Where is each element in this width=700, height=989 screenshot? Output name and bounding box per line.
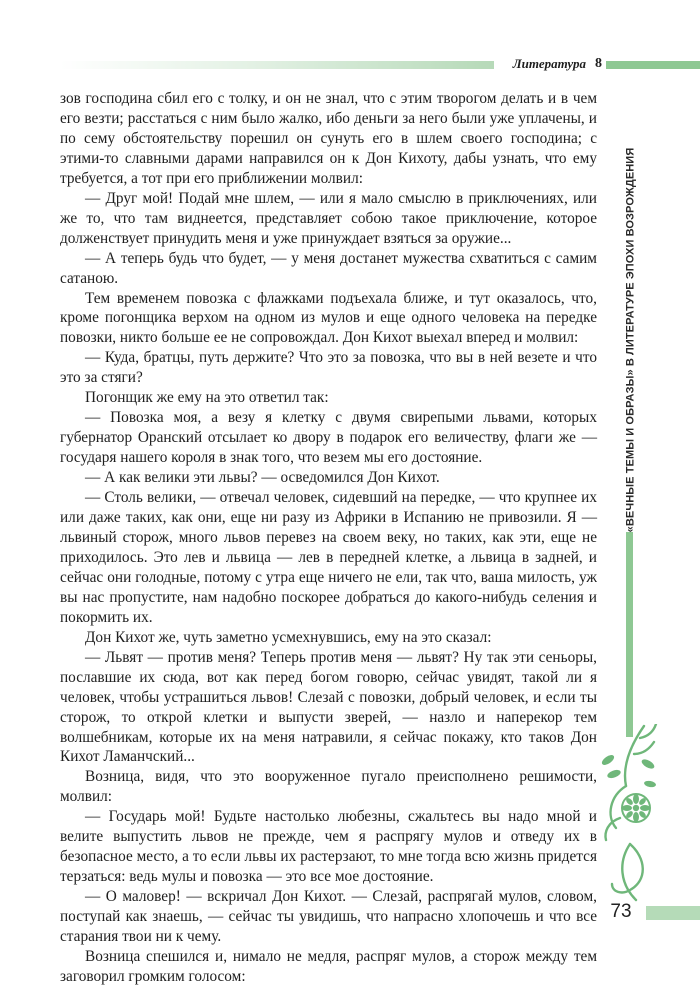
header-subject: Литература: [512, 56, 586, 71]
floral-ornament-icon: [600, 724, 658, 910]
side-title-text: «ВЕЧНЫЕ ТЕМЫ И ОБРАЗЫ» В ЛИТЕРАТУРЕ ЭПОХИ ВОЗРОЖДЕНИЯ: [624, 147, 636, 533]
side-section-title: [622, 147, 638, 533]
paragraph: — Друг мой! Подай мне шлем, — или я мало смыслю в приключениях, или же то, что там виднеется, представляет собою такое приключение, которое долженствует принудить меня и уже принуждает взяться за оружие...: [60, 189, 597, 247]
paragraph: зов господина сбил его с толку, и он не знал, что с этим творогом делать и в чем его везти; расстаться с ним было жалко, ибо деньги за него были уже уплачены, и по сему обстоятельству порешил он сунуть его в шлем своего господина; с этими-то славными дарами направился он к Дон Кихоту, дабы узнать, что ему требуется, а тот при его приближении молвил:: [60, 90, 597, 187]
paragraph: — Львят — против меня? Теперь против меня — львят? Ну так эти сеньоры, пославшие их сюда, вот как перед богом говорю, сейчас увидят, такой ли я человек, чтобы устрашиться львов! Слезай с повозки, добрый человек, и если ты сторож, то открой клетки и выпусти зверей, — назло и наперекор тем волшебникам, которые их на меня натравили, я сейчас покажу, кто таков Дон Кихот Ламанчский...: [60, 648, 597, 766]
footer-accent-bar: [646, 906, 700, 920]
paragraph: — Государь мой! Будьте настолько любезны, сжальтесь вы надо мной и велите выпустить львов не прежде, чем я распрягу мулов и отведу их в безопасное место, а то если львы их растерзают, то мне тогда всю жизнь придется терзаться: ведь мулы и повозка — это все мое достояние.: [60, 808, 597, 886]
paragraph: Дон Кихот же, чуть заметно усмехнувшись, ему на это сказал:: [85, 628, 492, 646]
paragraph: — Повозка моя, а везу я клетку с двумя свирепыми львами, которых губернатор Оранский отсылает ко двору в подарок его величеству, флаги же — государя нашего короля в знак того, что везем мы его достояние.: [60, 409, 597, 467]
paragraph: Возница, видя, что это вооруженное пугало преисполнено решимости, молвил:: [60, 768, 597, 806]
paragraph: — О маловер! — вскричал Дон Кихот. — Слезай, распрягай мулов, словом, поступай как знаешь, — сейчас ты увидишь, что напрасно хлопочешь и что все старания твои ни к чему.: [60, 888, 597, 946]
header-rule-accent: [606, 61, 700, 69]
side-accent-bar: [626, 532, 633, 737]
running-header: [494, 55, 606, 73]
paragraph: — Столь велики, — отвечал человек, сидевший на передке, — что крупнее их или даже таких, как они, еще ни разу из Африки в Испанию не привозили. Я — львиный сторож, много львов перевез на своем веку, но таких, как эти, еще не приходилось. Это лев и львица — лев в передней клетке, а львица в задней, и сейчас они голодные, потому с утра еще ничего не ели, так что, ваша милость, уж вы нас пропустите, нам надобно поскорее добраться до какого-нибудь селения и покормить их.: [60, 489, 597, 626]
body-text: [60, 89, 597, 987]
paragraph: Тем временем повозка с флажками подъехала ближе, и тут оказалось, что, кроме погонщика верхом на одном из мулов и еще одного человека на передке повозки, никто больше ее не сопровождал. Дон Кихот выехал вперед и молвил:: [60, 289, 597, 347]
paragraph: — Куда, братцы, путь держите? Что это за повозка, что вы в ней везете и что это за стяги?: [60, 349, 597, 387]
paragraph: Возница спешился и, нимало не медля, распряг мулов, а сторож между тем заговорил громким голосом:: [60, 947, 597, 985]
page-number: 73: [610, 901, 632, 922]
header-grade: 8: [595, 56, 602, 71]
paragraph: Погонщик же ему на это ответил так:: [85, 389, 329, 407]
paragraph: — А теперь будь что будет, — у меня достанет мужества схватиться с самим сатаною.: [60, 249, 597, 287]
paragraph: — А как велики эти львы? — осведомился Дон Кихот.: [85, 469, 440, 487]
